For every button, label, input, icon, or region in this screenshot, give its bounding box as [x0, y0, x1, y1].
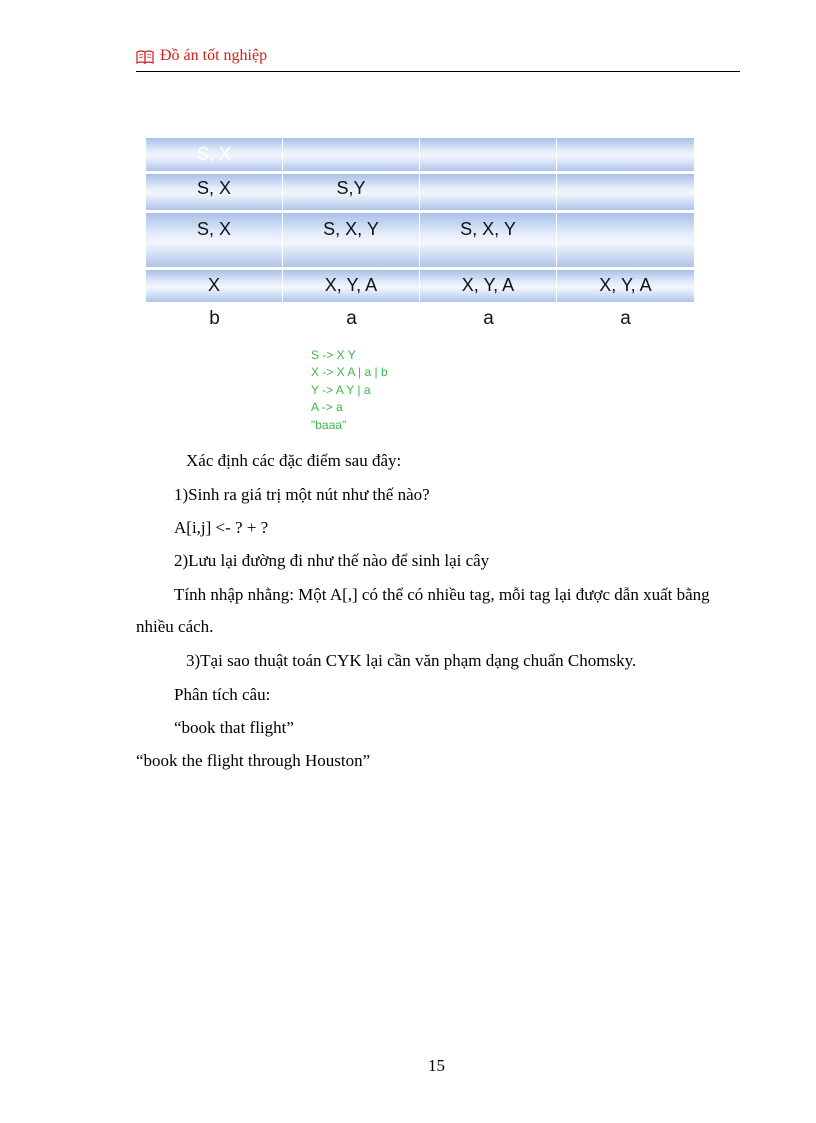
- grammar-rule: S -> X Y: [311, 348, 356, 362]
- paragraph: Tính nhập nhằng: Một A[,] có thể có nhiều tag, mỗi tag lại được dẫn xuất bằng: [174, 585, 710, 604]
- grammar-rule: X -> X A | a | b: [311, 365, 388, 380]
- cyk-cell: [557, 174, 694, 210]
- cyk-cell: S, X: [146, 213, 283, 267]
- quoted-sentence: “book the flight through Houston”: [136, 751, 371, 770]
- paragraph: A[i,j] <- ? + ?: [174, 518, 269, 537]
- paragraph: 1)Sinh ra giá trị một nút như thế nào?: [174, 485, 430, 504]
- paragraph: 3)Tại sao thuật toán CYK lại cần văn phạm dạng chuẩn Chomsky.: [186, 651, 637, 670]
- paragraph: 2)Lưu lại đường đi như thế nào để sinh lại cây: [174, 551, 490, 570]
- header-title: Đồ án tốt nghiệp: [160, 47, 268, 64]
- cyk-cell: S,Y: [283, 174, 420, 210]
- cyk-cell: [283, 138, 420, 171]
- terminal-symbol: b: [209, 308, 220, 329]
- cyk-cell: X, Y, A: [557, 270, 694, 302]
- terminal-symbol: a: [620, 308, 631, 329]
- paragraph: Xác định các đặc điểm sau đây:: [186, 451, 402, 470]
- cyk-cell: [557, 138, 694, 171]
- page-number: 15: [428, 1056, 445, 1075]
- input-terminals: [146, 308, 694, 330]
- terminal-symbol: a: [346, 308, 357, 329]
- quoted-sentence: “book that flight”: [174, 718, 294, 737]
- book-icon: [136, 50, 154, 64]
- cyk-cell: S, X, Y: [283, 213, 420, 267]
- cyk-cell: [557, 213, 694, 267]
- page-header: [136, 47, 740, 72]
- grammar-rules: [311, 347, 388, 434]
- cyk-cell: [420, 174, 557, 210]
- cyk-cell: S, X, Y: [420, 213, 557, 267]
- grammar-rule: A -> a: [311, 400, 343, 415]
- cyk-cell: S, X: [146, 174, 283, 210]
- cyk-cell: S, X: [146, 138, 283, 171]
- grammar-input-string: "baaa": [311, 417, 347, 432]
- cyk-row-2: [146, 174, 694, 210]
- cyk-cell: X, Y, A: [283, 270, 420, 302]
- cyk-row-4: [146, 270, 694, 302]
- terminal-symbol: a: [483, 308, 494, 329]
- cyk-cell: [420, 138, 557, 171]
- cyk-cell: X: [146, 270, 283, 302]
- cyk-row-1: [146, 138, 694, 171]
- cyk-row-3: [146, 213, 694, 267]
- grammar-rule: Y -> A Y | a: [311, 382, 371, 397]
- cyk-cell: X, Y, A: [420, 270, 557, 302]
- paragraph: nhiều cách.: [136, 617, 214, 636]
- paragraph: Phân tích câu:: [174, 685, 271, 704]
